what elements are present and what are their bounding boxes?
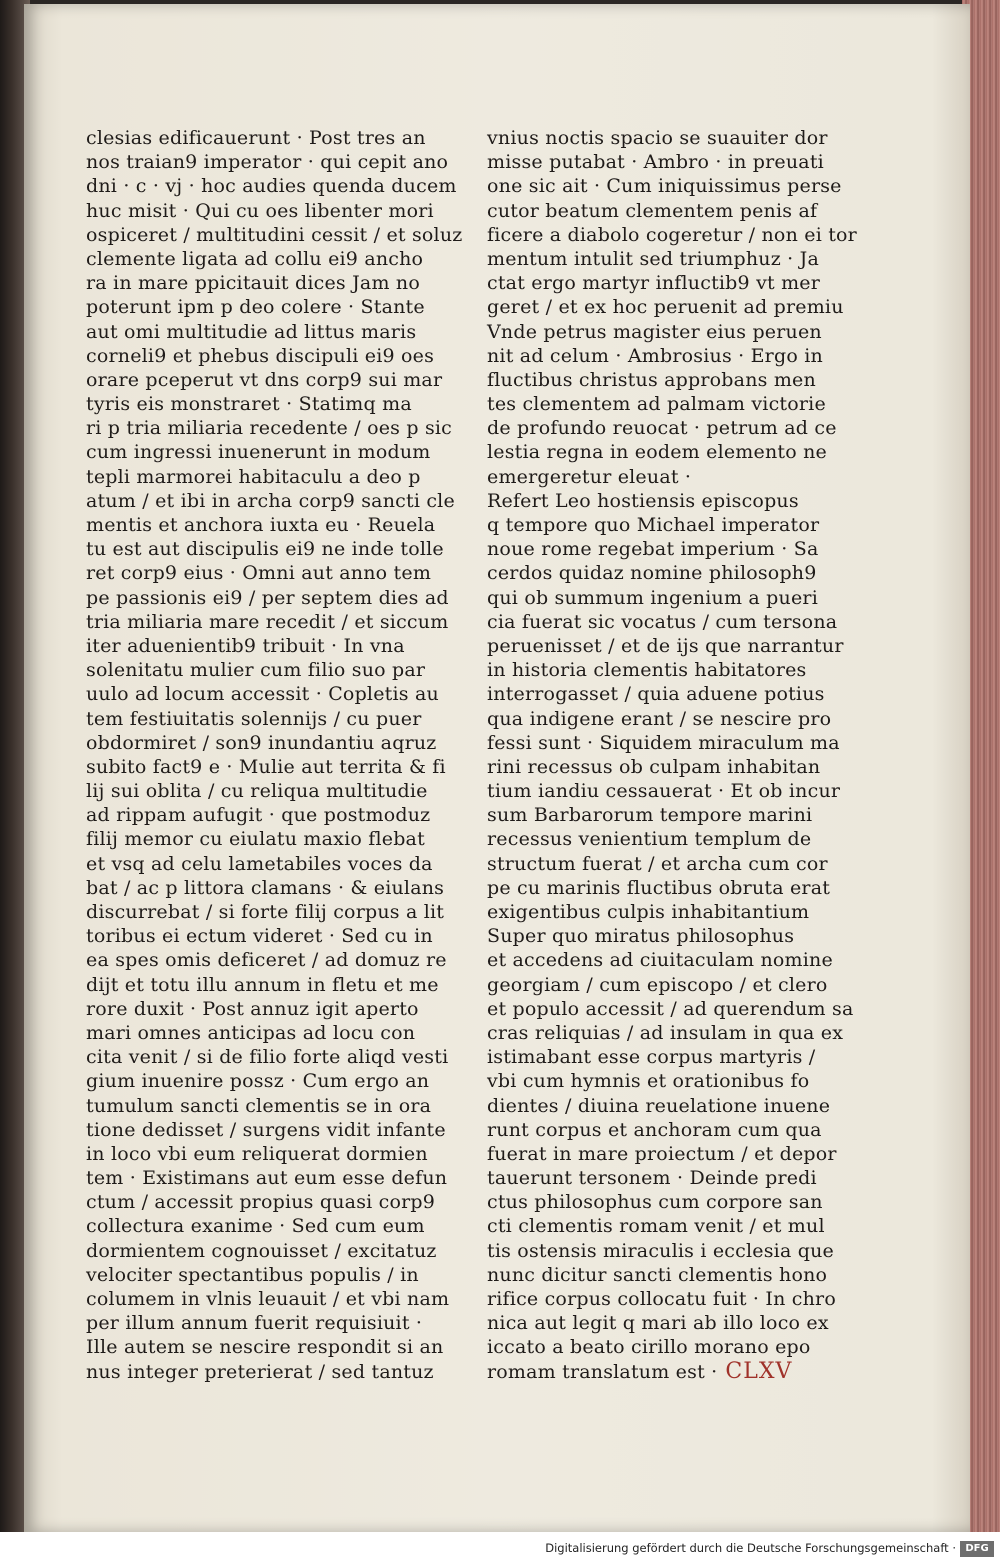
text-line: nit ad celum · Ambrosius · Ergo in — [487, 344, 823, 367]
text-line: et vsq ad celu lametabiles voces da — [86, 852, 433, 875]
text-line: aut omi multitudie ad littus maris — [86, 320, 417, 343]
text-line: tium iandiu cessauerat · Et ob incur — [487, 780, 841, 803]
text-line: tem · Existimans aut eum esse defun — [86, 1167, 448, 1190]
text-line: Vnde petrus magister eius peruen — [487, 320, 822, 343]
text-line: solenitatu mulier cum filio suo par — [86, 659, 426, 682]
text-line: toribus ei ectum videret · Sed cu in — [86, 925, 433, 948]
text-line: filij memor cu eiulatu maxio flebat — [86, 828, 425, 851]
text-line: vnius noctis spacio se suauiter dor — [487, 127, 828, 149]
text-line: tis ostensis miraculis i ecclesia que — [487, 1239, 834, 1262]
digitization-footer — [0, 1532, 1000, 1564]
text-line: ri p tria miliaria recedente / oes p sic — [86, 417, 453, 440]
text-line: fuerat in mare proiectum / et depor — [487, 1142, 837, 1165]
text-line: mentum intulit sed triumphuz · Ja — [487, 247, 819, 270]
text-line: bat / ac p littora clamans · & eiulans — [86, 876, 445, 899]
text-line: fessi sunt · Siquidem miraculum ma — [487, 731, 840, 754]
text-line: per illum annum fuerit requisiuit · — [86, 1312, 423, 1335]
text-line: nunc dicitur sancti clementis hono — [487, 1263, 828, 1286]
text-line: in loco vbi eum reliquerat dormien — [86, 1142, 428, 1165]
right-text-column — [487, 126, 857, 1384]
text-line: emergeretur eleuat · — [487, 465, 692, 488]
text-line: cti clementis romam venit / et mul — [487, 1215, 825, 1238]
text-line: ea spes omis deficeret / ad domuz re — [86, 949, 447, 972]
text-line: misse putabat · Ambro · in preuati — [487, 151, 824, 174]
text-line: Super quo miratus philosophus — [487, 925, 795, 948]
text-line: noue rome regebat imperium · Sa — [487, 538, 819, 561]
text-line: de profundo reuocat · petrum ad ce — [487, 417, 837, 440]
text-line: qua indigene erant / se nescire pro — [487, 707, 832, 730]
dfg-logo: DFG — [960, 1541, 994, 1557]
text-line: rifice corpus collocatu fuit · In chro — [487, 1288, 836, 1310]
text-line: vbi cum hymnis et orationibus fo — [487, 1070, 810, 1093]
text-line: dientes / diuina reuelatione inuene — [487, 1094, 831, 1117]
text-line: sum Barbarorum tempore marini — [487, 804, 813, 827]
text-line: velociter spectantibus populis / in — [86, 1263, 419, 1286]
text-line: Refert Leo hostiensis episcopus — [487, 489, 799, 512]
text-line: lestia regna in eodem elemento ne — [487, 441, 827, 464]
text-line: cita venit / si de filio forte aliqd vesti — [86, 1046, 449, 1069]
text-line: corneli9 et phebus discipuli ei9 oes — [86, 344, 435, 367]
text-line: istimabant esse corpus martyris / — [487, 1046, 816, 1069]
text-line: in historia clementis habitatores — [487, 659, 807, 682]
text-line: et accedens ad ciuitaculam nomine — [487, 949, 833, 972]
text-line: structum fuerat / et archa cum cor — [487, 852, 828, 875]
text-line: exigentibus culpis inhabitantium — [487, 901, 810, 923]
text-line: pe passionis ei9 / per septem dies ad — [86, 586, 449, 609]
text-line: ra in mare ppicitauit dices Jam no — [86, 272, 420, 295]
text-line: rore duxit · Post annuz igit aperto — [86, 997, 419, 1020]
text-line: cia fuerat sic vocatus / cum tersona — [487, 610, 838, 633]
footer-credit: Digitalisierung gefördert durch die Deutsche Forschungsgemeinschaft · — [545, 1541, 956, 1555]
text-line: peruenisset / et de ijs que narrantur — [487, 634, 844, 657]
text-line: tepli marmorei habitaculu a deo p — [86, 465, 421, 488]
text-line: ad rippam aufugit · que postmoduz — [86, 804, 431, 827]
folio-number: CLXV — [725, 1358, 793, 1384]
text-line: atum / et ibi in archa corp9 sancti cle — [86, 489, 455, 512]
text-line: tumulum sancti clementis se in ora — [86, 1094, 432, 1117]
text-line: mari omnes anticipas ad locu con — [86, 1021, 416, 1044]
text-line: tyris eis monstraret · Statimq ma — [86, 393, 412, 416]
text-line: recessus venientium templum de — [487, 828, 812, 851]
text-line: iccato a beato cirillo morano epo — [487, 1336, 811, 1359]
text-line: romam translatum est · CLXV — [487, 1358, 793, 1384]
text-line: columem in vlnis leuauit / et vbi nam — [86, 1288, 450, 1310]
text-line: tu est aut discipulis ei9 ne inde tolle — [86, 538, 444, 561]
text-line: one sic ait · Cum iniquissimus perse — [487, 175, 842, 198]
text-line: tes clementem ad palmam victorie — [487, 393, 826, 416]
text-line: fluctibus christus approbans men — [487, 368, 816, 391]
text-line: clemente ligata ad collu ei9 ancho — [86, 247, 424, 270]
text-line: collectura exanime · Sed cum eum — [86, 1215, 425, 1238]
text-line: lij sui oblita / cu reliqua multitudie — [86, 780, 428, 803]
text-line: Ille autem se nescire respondit si an — [86, 1336, 444, 1359]
text-line: orare pceperut vt dns corp9 sui mar — [86, 368, 443, 391]
text-line: tauerunt tersonem · Deinde predi — [487, 1167, 817, 1190]
text-line: ficere a diabolo cogeretur / non ei tor — [487, 223, 857, 246]
text-line: poterunt ipm p deo colere · Stante — [86, 296, 425, 319]
text-line: tria miliaria mare recedit / et siccum — [86, 610, 449, 633]
text-line: tione dedisset / surgens vidit infante — [86, 1118, 446, 1141]
text-line: gium inuenire possz · Cum ergo an — [86, 1070, 430, 1093]
text-line: dormientem cognouisset / excitatuz — [86, 1239, 437, 1262]
text-line: nus integer preterierat / sed tantuz — [86, 1360, 434, 1383]
text-line: obdormiret / son9 inundantiu aqruz — [86, 731, 437, 754]
text-line: qui ob summum ingenium a pueri — [487, 586, 818, 609]
text-line: cum ingressi inuenerunt in modum — [86, 441, 431, 464]
text-line: huc misit · Qui cu oes libenter mori — [86, 199, 434, 222]
text-line: clesias edificauerunt · Post tres an — [86, 127, 426, 149]
text-line: ctat ergo martyr influctib9 vt mer — [487, 272, 821, 295]
text-line: interrogasset / quia aduene potius — [487, 683, 825, 706]
text-line: iter aduenientib9 tribuit · In vna — [86, 634, 405, 657]
text-line: et populo accessit / ad querendum sa — [487, 997, 854, 1020]
text-line: discurrebat / si forte filij corpus a lit — [86, 901, 445, 923]
text-line: ctus philosophus cum corpore san — [487, 1191, 823, 1214]
text-line: tem festiuitatis solennijs / cu puer — [86, 707, 422, 730]
left-text-column — [86, 126, 463, 1384]
text-line: q tempore quo Michael imperator — [487, 514, 820, 536]
text-line: cras reliquias / ad insulam in qua ex — [487, 1021, 844, 1044]
text-line: nos traian9 imperator · qui cepit ano — [86, 151, 449, 174]
text-line: dijt et totu illu annum in fletu et me — [86, 973, 439, 996]
text-line: pe cu marinis fluctibus obruta erat — [487, 876, 831, 899]
text-line: nica aut legit q mari ab illo loco ex — [487, 1312, 829, 1335]
text-line: mentis et anchora iuxta eu · Reuela — [86, 514, 436, 536]
text-line: rini recessus ob culpam inhabitan — [487, 755, 821, 778]
text-line: cutor beatum clementem penis af — [487, 199, 818, 222]
text-line: ospiceret / multitudini cessit / et soluz — [86, 223, 463, 246]
text-line: ctum / accessit propius quasi corp9 — [86, 1191, 436, 1214]
text-line: geret / et ex hoc peruenit ad premiu — [487, 296, 844, 319]
text-line: georgiam / cum episcopo / et clero — [487, 973, 828, 996]
text-line: runt corpus et anchoram cum qua — [487, 1118, 822, 1141]
text-line: cerdos quidaz nomine philosoph9 — [487, 562, 817, 585]
text-line: dni · c · vj · hoc audies quenda ducem — [86, 175, 457, 198]
text-line: ret corp9 eius · Omni aut anno tem — [86, 562, 432, 585]
text-line: subito fact9 e · Mulie aut territa & fi — [86, 755, 446, 778]
text-line: uulo ad locum accessit · Copletis au — [86, 683, 439, 706]
